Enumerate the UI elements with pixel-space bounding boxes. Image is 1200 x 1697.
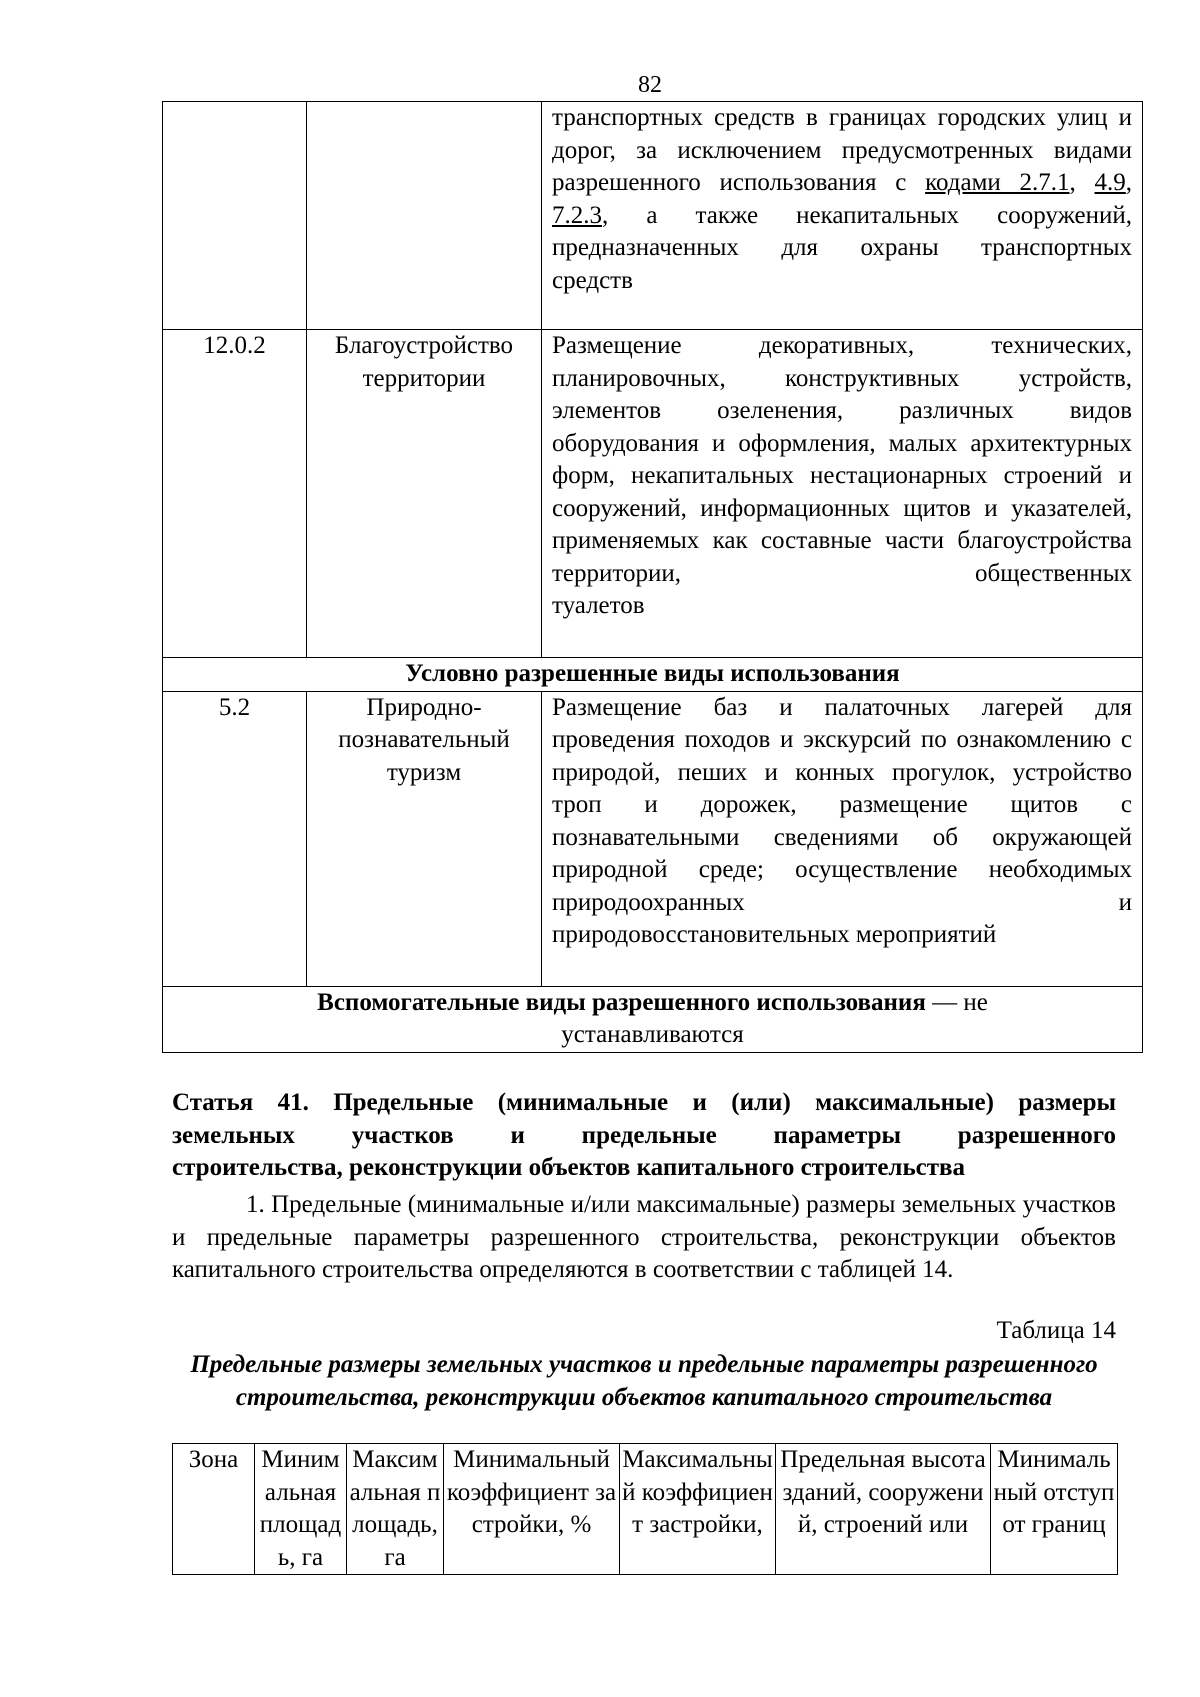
header-min-coefficient: Минимальный коэффициент застройки, % [444, 1444, 620, 1575]
section-conditional: Условно разрешенные виды использования [163, 658, 1143, 692]
header-row [173, 1444, 1118, 1575]
article-paragraph: 1. Предельные (минимальные и/или максимальные) размеры земельных участков и предельные параметры разрешенного строительства, реконструкции объектов капитального строительства определяются в соответствии с таблицей 14. [172, 1191, 1116, 1283]
link-code-4-9[interactable]: 4.9 [1094, 169, 1126, 196]
header-zone: Зона [173, 1444, 255, 1575]
link-codes-2-7-1[interactable]: кодами 2.7.1 [925, 169, 1070, 196]
section-row [163, 658, 1143, 692]
header-max-area: Максимальная площадь, га [347, 1444, 444, 1575]
table-row [163, 691, 1143, 986]
table-row [163, 330, 1143, 658]
link-code-7-2-3[interactable]: 7.2.3 [552, 201, 602, 229]
section-row [163, 986, 1143, 1052]
name-cell: Благоустройство территории [307, 330, 542, 658]
table-label: Таблица 14 [996, 1317, 1116, 1344]
article-title: Статья 41. Предельные (минимальные и (или) максимальные) размеры земельных участков и предельные параметры разрешенного строительства, реконструкции объектов капитального строительства [172, 1089, 1116, 1181]
table-row [163, 102, 1143, 330]
page-number: 82 [638, 72, 662, 98]
code-cell: 12.0.2 [163, 330, 307, 658]
code-cell: 5.2 [163, 691, 307, 986]
code-cell [163, 102, 307, 330]
description-cell: Размещение декоративных, технических, планировочных, конструктивных устройств, элементов озеленения, различных видов оборудования и оформления, малых архитектурных форм, некапитальных нестационарных строений и сооружений, информационных щитов и указателей, применяемых как составные части благоустройства территории, общественных туалетов [542, 330, 1143, 658]
header-max-coefficient: Максимальный коэффициент застройки, [620, 1444, 776, 1575]
header-min-area: Минимальная площадь, га [255, 1444, 347, 1575]
name-cell [307, 102, 542, 330]
parameters-table [172, 1443, 1118, 1575]
header-max-height: Предельная высота зданий, сооружений, строений или [776, 1444, 991, 1575]
header-min-setback: Минимальный отступ от границ [991, 1444, 1118, 1575]
section-auxiliary: Вспомогательные виды разрешенного использования — не устанавливаются [163, 986, 1143, 1052]
name-cell: Природно-познавательный туризм [307, 691, 542, 986]
description-cell: транспортных средств в границах городских улиц и дорог, за исключением предусмотренных видами разрешенного использования с кодами 2.7.1, 4.9, 7.2.3, а также некапитальных сооружений, предназначенных для охраны транспортных средств [542, 102, 1143, 330]
description-cell: Размещение баз и палаточных лагерей для проведения походов и экскурсий по ознакомлению с природой, пеших и конных прогулок, устройство троп и дорожек, размещение щитов с познавательными сведениями об окружающей природной среде; осуществление необходимых природоохранных и природовосстановительных мероприятий [542, 691, 1143, 986]
permitted-uses-table [162, 101, 1143, 1053]
table-title: Предельные размеры земельных участков и предельные параметры разрешенного строительства, реконструкции объектов капитального строительства [190, 1351, 1098, 1411]
